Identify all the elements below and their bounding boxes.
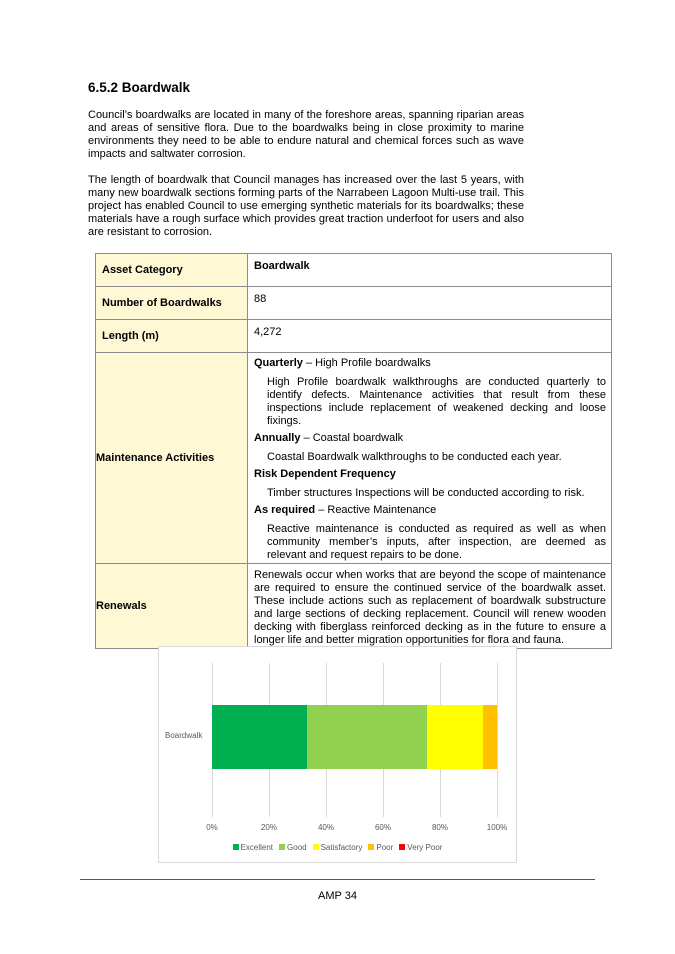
- row-label: Length (m): [96, 320, 248, 353]
- separator: –: [302, 357, 316, 369]
- row-label: [96, 353, 248, 564]
- legend-swatch-icon: [279, 844, 285, 850]
- bar-segment-satisfactory: [427, 705, 483, 769]
- legend-item: [368, 843, 393, 852]
- frequency-description: High Profile boardwalk walkthroughs are conducted quarterly to identify defects. Maintenance activities that result from these inspections include replacement of weakened decking and loose fixings.: [267, 376, 606, 427]
- maintenance-item: [254, 432, 606, 464]
- frequency-label: Risk Dependent Frequency: [254, 468, 396, 480]
- table-row: [96, 287, 612, 320]
- renewals-value: Renewals occur when works that are beyond the scope of maintenance are required to ensure the continued service of the boardwalk asset. These include actions such as replacement of boardwalk substructure and large sections of decking replacement. Council will renew wooden decking with fiberglass reinforced decking as in the future to ensure a longer life and better migration opportunities for flora and fauna.: [248, 564, 612, 649]
- footer-divider: [80, 879, 595, 880]
- x-tick-label: 20%: [260, 823, 277, 832]
- bar-segment-good: [307, 705, 427, 769]
- row-label: Asset Category: [96, 254, 248, 287]
- separator: –: [300, 432, 313, 444]
- frequency-label: As required: [254, 504, 316, 516]
- x-tick-label: 80%: [431, 823, 448, 832]
- legend-label: Poor: [376, 843, 394, 852]
- maintenance-item: [254, 357, 606, 428]
- row-label: Renewals: [96, 564, 248, 649]
- intro-paragraph: Council’s boardwalks are located in many of the foreshore areas, spanning riparian areas and areas of sensitive flora. Due to the boardwalks being in close proximity to marine environments they need to be able to endure natural and chemical forces such as wave impacts and saltwater corrosion.: [88, 109, 524, 160]
- maintenance-value: [248, 353, 612, 564]
- legend-label: Excellent: [240, 843, 274, 852]
- bar-segment-excellent: [212, 705, 307, 769]
- legend-item: [279, 843, 307, 852]
- legend-item: [399, 843, 442, 852]
- renewals-row: [96, 564, 612, 649]
- legend-swatch-icon: [233, 844, 239, 850]
- table-row: [96, 254, 612, 287]
- length-paragraph: The length of boardwalk that Council manages has increased over the last 5 years, with many new boardwalk sections forming parts of the Narrabeen Lagoon Multi-use trail. This project has enabled Council to use emerging synthetic materials for its boardwalks; these materials have a rough surface which provides great traction underfoot for users and also are resistant to corrosion.: [88, 174, 524, 238]
- x-tick-label: 60%: [374, 823, 391, 832]
- x-tick-label: 40%: [317, 823, 334, 832]
- legend-label: Satisfactory: [320, 843, 363, 852]
- maintenance-item: [254, 468, 606, 500]
- frequency-subject: High Profile boardwalks: [315, 357, 431, 369]
- chart-legend: [159, 843, 516, 852]
- table-row: [96, 320, 612, 353]
- bar-segment-poor: [483, 705, 497, 769]
- legend-item: [233, 843, 273, 852]
- frequency-label: Quarterly: [254, 357, 303, 369]
- row-value: 88: [248, 287, 612, 320]
- frequency-description: Timber structures Inspections will be conducted according to risk.: [267, 487, 585, 499]
- row-label: Number of Boardwalks: [96, 287, 248, 320]
- frequency-subject: Coastal boardwalk: [312, 432, 404, 444]
- category-label: Boardwalk: [165, 731, 203, 740]
- x-tick-label: 100%: [486, 823, 508, 832]
- x-tick-label: 0%: [206, 823, 218, 832]
- page-number: AMP 34: [318, 890, 357, 902]
- frequency-subject: Reactive Maintenance: [327, 504, 437, 516]
- frequency-description: Coastal Boardwalk walkthroughs to be conducted each year.: [267, 451, 562, 463]
- condition-chart: [158, 646, 517, 863]
- legend-label: Very Poor: [407, 843, 443, 852]
- gridline: [497, 663, 498, 817]
- maintenance-item: [254, 504, 606, 562]
- legend-swatch-icon: [368, 844, 374, 850]
- maintenance-row: [96, 353, 612, 564]
- asset-summary-table: [95, 253, 612, 649]
- section-heading: 6.5.2 Boardwalk: [88, 80, 191, 95]
- legend-label: Good: [287, 843, 307, 852]
- frequency-label: Annually: [254, 432, 301, 444]
- maintenance-label: Maintenance Activities: [96, 452, 215, 464]
- row-value: Boardwalk: [248, 254, 612, 287]
- legend-swatch-icon: [399, 844, 405, 850]
- legend-swatch-icon: [313, 844, 319, 850]
- frequency-description: Reactive maintenance is conducted as required as well as when community member’s inputs, after inspection, are deemed as relevant and request repairs to be done.: [267, 523, 606, 561]
- legend-item: [313, 843, 363, 852]
- separator: –: [315, 504, 328, 516]
- row-value: 4,272: [248, 320, 612, 353]
